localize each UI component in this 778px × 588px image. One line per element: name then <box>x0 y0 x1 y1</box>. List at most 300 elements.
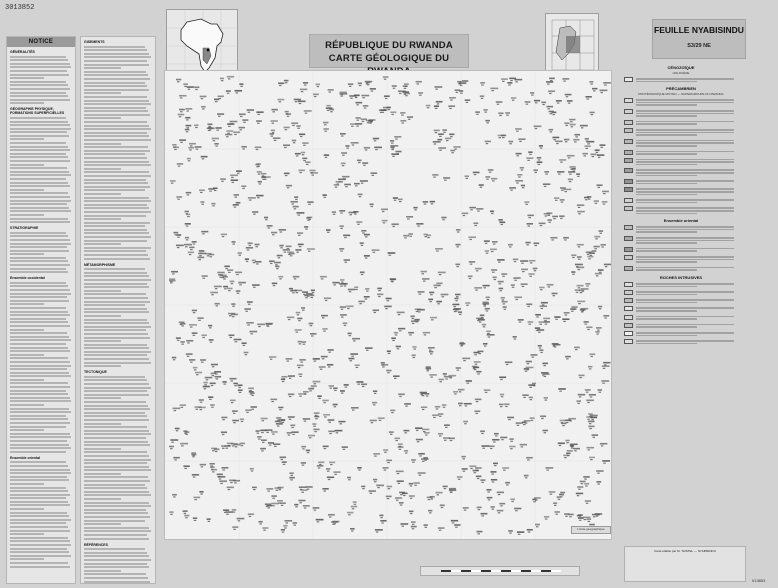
outcrop-marker <box>395 497 402 501</box>
outcrop-marker <box>501 78 508 82</box>
notice-section-text <box>10 282 72 453</box>
outcrop-marker <box>340 279 344 283</box>
outcrop-marker <box>252 284 260 288</box>
outcrop-marker <box>256 430 260 434</box>
outcrop-marker <box>310 295 315 299</box>
outcrop-marker <box>428 299 433 303</box>
outcrop-marker <box>232 410 238 414</box>
outcrop-marker <box>241 185 246 189</box>
outcrop-marker <box>603 315 609 319</box>
outcrop-marker <box>304 226 308 230</box>
geological-map[interactable] <box>164 70 612 540</box>
outcrop-marker <box>514 79 522 83</box>
outcrop-marker <box>422 429 429 433</box>
outcrop-marker <box>179 139 186 143</box>
outcrop-marker <box>346 306 353 310</box>
outcrop-marker <box>565 356 571 360</box>
legend-swatch <box>624 109 633 114</box>
outcrop-marker <box>180 404 186 408</box>
sheet-title-box <box>652 19 746 59</box>
outcrop-marker <box>510 498 515 502</box>
outcrop-marker <box>533 169 537 173</box>
outcrop-marker <box>553 502 557 506</box>
legend-item <box>624 77 738 83</box>
outcrop-marker <box>200 201 204 205</box>
outcrop-marker <box>323 122 328 126</box>
outcrop-marker <box>347 477 351 481</box>
outcrop-marker <box>255 261 261 265</box>
outcrop-marker <box>349 358 355 362</box>
outcrop-marker <box>527 215 533 219</box>
outcrop-marker <box>409 511 414 515</box>
outcrop-marker <box>227 269 233 273</box>
outcrop-marker <box>270 133 275 137</box>
outcrop-marker <box>571 254 576 258</box>
outcrop-marker <box>541 102 546 106</box>
notice-section-title: Ensemble oriental <box>10 455 41 460</box>
outcrop-marker <box>409 483 413 487</box>
legend-item <box>624 290 738 296</box>
notice-section-text <box>10 461 72 567</box>
outcrop-marker <box>271 120 278 124</box>
outcrop-marker <box>292 140 296 144</box>
outcrop-marker <box>252 211 258 215</box>
legend-swatch <box>624 98 633 103</box>
outcrop-marker <box>188 252 194 256</box>
outcrop-marker <box>473 470 479 474</box>
outcrop-marker <box>409 495 415 499</box>
outcrop-marker <box>594 236 600 240</box>
outcrop-marker <box>201 106 206 110</box>
outcrop-marker <box>507 417 514 421</box>
outcrop-marker <box>520 444 527 448</box>
legend-swatch <box>624 206 633 211</box>
outcrop-marker <box>289 472 293 476</box>
outcrop-marker <box>398 393 405 397</box>
outcrop-marker <box>293 522 298 526</box>
notice-section-title: RÉFÉRENCES <box>84 542 108 547</box>
outcrop-marker <box>513 336 517 340</box>
outcrop-marker <box>501 297 505 301</box>
outcrop-marker <box>578 375 584 379</box>
outcrop-marker <box>435 248 443 252</box>
outcrop-marker <box>234 339 242 343</box>
outcrop-marker <box>533 242 539 246</box>
outcrop-marker <box>382 220 388 224</box>
outcrop-marker <box>558 388 566 392</box>
outcrop-marker <box>499 404 504 408</box>
outcrop-marker <box>365 288 369 292</box>
outcrop-marker <box>595 273 602 277</box>
outcrop-marker <box>421 271 427 275</box>
outcrop-marker <box>231 179 239 183</box>
notice-section-title: GÉOGRAPHIE PHYSIQUE, FORMATIONS SUPERFICIELLES <box>10 107 65 116</box>
outcrop-marker <box>465 175 469 179</box>
outcrop-marker <box>282 461 287 465</box>
outcrop-marker <box>245 258 249 262</box>
outcrop-marker <box>587 256 593 260</box>
outcrop-marker <box>271 495 277 499</box>
legend-item <box>624 198 738 204</box>
outcrop-marker <box>350 353 358 357</box>
outcrop-marker <box>440 504 445 508</box>
outcrop-marker <box>218 96 224 100</box>
outcrop-marker <box>339 210 345 214</box>
outcrop-marker <box>585 283 590 287</box>
outcrop-marker <box>293 206 299 210</box>
legend-description <box>636 323 738 329</box>
outcrop-marker <box>364 255 370 259</box>
legend-item <box>624 266 738 272</box>
outcrop-marker <box>343 322 348 326</box>
outcrop-marker <box>585 389 591 393</box>
outcrop-marker <box>489 445 495 449</box>
outcrop-marker <box>525 242 530 246</box>
outcrop-marker <box>189 359 195 363</box>
outcrop-marker <box>256 195 263 199</box>
title-line-2: CARTE GÉOLOGIQUE DU <box>328 53 450 64</box>
title-line-1: RÉPUBLIQUE DU RWANDA <box>325 40 453 51</box>
outcrop-marker <box>255 146 262 150</box>
outcrop-marker <box>192 474 199 478</box>
outcrop-marker <box>573 448 580 452</box>
outcrop-marker <box>358 194 363 198</box>
outcrop-marker <box>403 235 409 239</box>
legend-swatch <box>624 255 633 260</box>
outcrop-marker <box>485 308 490 312</box>
outcrop-marker <box>550 237 557 241</box>
legend-swatch <box>624 306 633 311</box>
outcrop-marker <box>218 476 226 480</box>
outcrop-marker <box>441 217 446 221</box>
outcrop-marker <box>305 161 311 165</box>
outcrop-marker <box>351 506 357 510</box>
outcrop-marker <box>379 515 383 519</box>
outcrop-marker <box>513 277 520 281</box>
outcrop-marker <box>200 359 206 363</box>
outcrop-marker <box>201 231 208 235</box>
notice-section-text <box>84 268 152 367</box>
outcrop-marker <box>238 282 246 286</box>
outcrop-marker <box>230 281 235 285</box>
legend-description <box>636 139 738 148</box>
outcrop-marker <box>273 443 280 447</box>
outcrop-marker <box>176 234 181 238</box>
outcrop-marker <box>580 125 588 129</box>
outcrop-marker <box>273 137 281 141</box>
outcrop-marker <box>438 133 444 137</box>
outcrop-marker <box>327 476 334 480</box>
outcrop-marker <box>278 407 283 411</box>
outcrop-marker <box>386 298 392 302</box>
outcrop-marker <box>247 301 253 305</box>
map-note: Limite géographique <box>571 526 611 534</box>
outcrop-marker <box>386 496 392 500</box>
outcrop-marker <box>360 180 368 184</box>
outcrop-marker <box>410 316 414 320</box>
outcrop-marker <box>335 430 343 434</box>
legend-description <box>636 77 738 83</box>
outcrop-marker <box>428 510 432 514</box>
legend-description <box>636 236 738 245</box>
outcrop-marker <box>538 321 543 325</box>
outcrop-marker <box>502 467 509 471</box>
outcrop-marker <box>570 308 576 312</box>
outcrop-marker <box>503 306 507 310</box>
outcrop-marker <box>482 324 486 328</box>
outcrop-marker <box>340 390 345 394</box>
outcrop-marker <box>242 342 247 346</box>
outcrop-marker <box>173 457 180 461</box>
legend-item <box>624 206 738 215</box>
outcrop-marker <box>526 361 532 365</box>
outcrop-marker <box>320 276 327 280</box>
outcrop-marker <box>602 191 609 195</box>
outcrop-marker <box>430 201 435 205</box>
outcrop-marker <box>227 76 234 80</box>
outcrop-marker <box>577 285 584 289</box>
outcrop-marker <box>584 321 589 325</box>
outcrop-marker <box>199 399 204 403</box>
outcrop-marker <box>205 377 213 381</box>
outcrop-marker <box>393 197 398 201</box>
outcrop-marker <box>394 332 398 336</box>
legend-description <box>636 255 738 264</box>
outcrop-marker <box>529 397 533 401</box>
outcrop-marker <box>585 96 591 100</box>
outcrop-marker <box>476 208 483 212</box>
outcrop-marker <box>445 138 451 142</box>
outcrop-marker <box>488 169 494 173</box>
outcrop-marker <box>597 154 604 158</box>
legend-era-title: Ensemble oriental <box>663 218 699 224</box>
outcrop-marker <box>302 341 306 345</box>
outcrop-marker <box>303 418 310 422</box>
outcrop-marker <box>211 203 215 207</box>
outcrop-marker <box>537 161 543 165</box>
outcrop-marker <box>332 282 339 286</box>
outcrop-marker <box>327 364 333 368</box>
legend-description <box>636 339 738 345</box>
outcrop-marker <box>390 140 394 144</box>
outcrop-marker <box>429 374 436 378</box>
outcrop-marker <box>461 456 465 460</box>
outcrop-marker <box>295 249 301 253</box>
outcrop-marker <box>321 356 328 360</box>
outcrop-marker <box>564 139 569 143</box>
outcrop-marker <box>185 223 191 227</box>
outcrop-marker <box>185 129 190 133</box>
outcrop-marker <box>416 223 423 227</box>
notice-body-1 <box>7 50 75 568</box>
legend-description <box>636 150 738 156</box>
outcrop-marker <box>483 343 488 347</box>
outcrop-marker <box>574 134 580 138</box>
outcrop-marker <box>298 100 306 104</box>
outcrop-marker <box>527 223 533 227</box>
outcrop-marker <box>517 531 525 535</box>
outcrop-marker <box>297 212 305 216</box>
outcrop-marker <box>514 508 521 512</box>
outcrop-marker <box>297 318 302 322</box>
outcrop-marker <box>323 446 329 450</box>
outcrop-marker <box>451 520 458 524</box>
outcrop-marker <box>398 328 405 332</box>
outcrop-marker <box>301 462 306 466</box>
legend-swatch <box>624 158 633 163</box>
outcrop-marker <box>538 345 542 349</box>
outcrop-marker <box>531 354 538 358</box>
outcrop-marker <box>314 412 320 416</box>
outcrop-marker <box>395 438 401 442</box>
outcrop-marker <box>256 111 263 115</box>
outcrop-marker <box>169 511 173 515</box>
outcrop-marker <box>473 222 478 226</box>
outcrop-marker <box>524 201 529 205</box>
outcrop-marker <box>380 520 386 524</box>
outcrop-marker <box>271 431 278 435</box>
outcrop-marker <box>301 307 305 311</box>
outcrop-marker <box>262 527 268 531</box>
outcrop-marker <box>543 430 548 434</box>
outcrop-marker <box>244 352 249 356</box>
outcrop-marker <box>521 269 528 273</box>
outcrop-marker <box>307 248 315 252</box>
outcrop-marker <box>555 141 562 145</box>
outcrop-marker <box>425 393 429 397</box>
outcrop-marker <box>391 223 398 227</box>
outcrop-marker <box>269 356 276 360</box>
outcrop-marker <box>504 403 509 407</box>
outcrop-marker <box>212 138 219 142</box>
outcrop-marker <box>309 323 314 327</box>
outcrop-marker <box>434 130 440 134</box>
outcrop-marker <box>539 349 543 353</box>
outcrop-marker <box>391 337 396 341</box>
outcrop-marker <box>358 83 362 87</box>
outcrop-marker <box>208 396 213 400</box>
outcrop-marker <box>215 376 222 380</box>
outcrop-marker <box>494 433 499 437</box>
outcrop-marker <box>364 296 370 300</box>
outcrop-marker <box>490 249 497 253</box>
outcrop-marker <box>187 158 191 162</box>
outcrop-marker <box>188 147 194 151</box>
outcrop-marker <box>412 346 416 350</box>
outcrop-marker <box>203 382 207 386</box>
legend-era-subtitle: PROTÉROZOÏQUE MOYEN — SUPERGROUPE DU RWANDA <box>638 92 724 97</box>
outcrop-marker <box>398 446 404 450</box>
legend-item <box>624 158 738 167</box>
legend-swatch <box>624 168 633 173</box>
outcrop-marker <box>235 90 242 94</box>
outcrop-marker <box>508 530 513 534</box>
outcrop-marker <box>324 154 329 158</box>
legend-swatch <box>624 331 633 336</box>
outcrop-marker <box>441 294 449 298</box>
outcrop-marker <box>598 389 603 393</box>
outcrop-marker <box>185 237 189 241</box>
outcrop-marker <box>408 332 414 336</box>
outcrop-marker <box>455 264 460 268</box>
legend-swatch <box>624 339 633 344</box>
outcrop-marker <box>428 347 435 351</box>
outcrop-marker <box>176 245 184 249</box>
outcrop-marker <box>377 288 382 292</box>
outcrop-marker <box>169 446 174 450</box>
outcrop-marker <box>210 292 218 296</box>
outcrop-marker <box>248 197 256 201</box>
outcrop-marker <box>323 128 329 132</box>
outcrop-marker <box>549 78 555 82</box>
outcrop-marker <box>200 464 206 468</box>
outcrop-marker <box>189 247 194 251</box>
outcrop-marker <box>602 365 610 369</box>
outcrop-marker <box>482 285 489 289</box>
outcrop-marker <box>284 173 290 177</box>
outcrop-marker <box>192 332 198 336</box>
outcrop-marker <box>511 97 516 101</box>
legend-item <box>624 187 738 196</box>
outcrop-marker <box>391 153 399 157</box>
outcrop-marker <box>348 83 353 87</box>
outcrop-marker <box>244 308 251 312</box>
outcrop-marker <box>565 94 572 98</box>
outcrop-marker <box>348 333 352 337</box>
outcrop-marker <box>485 141 491 145</box>
outcrop-marker <box>448 105 455 109</box>
outcrop-marker <box>286 185 292 189</box>
outcrop-marker <box>526 457 533 461</box>
legend-description <box>636 282 738 288</box>
outcrop-marker <box>422 278 429 282</box>
legend-era-title: CÉNOZOÏQUE <box>667 65 695 70</box>
legend-description <box>636 128 738 137</box>
outcrop-marker <box>365 347 373 351</box>
outcrop-marker <box>289 477 295 481</box>
outcrop-marker <box>516 153 522 157</box>
outcrop-marker <box>458 311 462 315</box>
outcrop-marker <box>442 129 447 133</box>
outcrop-marker <box>209 339 214 343</box>
outcrop-marker <box>362 162 368 166</box>
outcrop-marker <box>530 92 534 96</box>
outcrop-marker <box>347 512 353 516</box>
outcrop-marker <box>370 88 376 92</box>
legend-item <box>624 331 738 337</box>
outcrop-marker <box>326 229 330 233</box>
outcrop-marker <box>462 213 469 217</box>
outcrop-marker <box>475 268 482 272</box>
outcrop-marker <box>438 272 446 276</box>
outcrop-marker <box>576 400 581 404</box>
outcrop-marker <box>537 329 544 333</box>
outcrop-marker <box>291 431 298 435</box>
outcrop-marker <box>279 229 286 233</box>
outcrop-marker <box>576 493 583 497</box>
outcrop-marker <box>418 453 425 457</box>
outcrop-marker <box>300 489 307 493</box>
outcrop-marker <box>333 471 340 475</box>
outcrop-marker <box>403 430 409 434</box>
outcrop-marker <box>544 516 549 520</box>
outcrop-marker <box>344 184 351 188</box>
outcrop-marker <box>468 275 473 279</box>
legend-description <box>636 247 738 253</box>
outcrop-marker <box>499 503 505 507</box>
outcrop-marker <box>194 86 199 90</box>
outcrop-marker <box>392 85 397 89</box>
